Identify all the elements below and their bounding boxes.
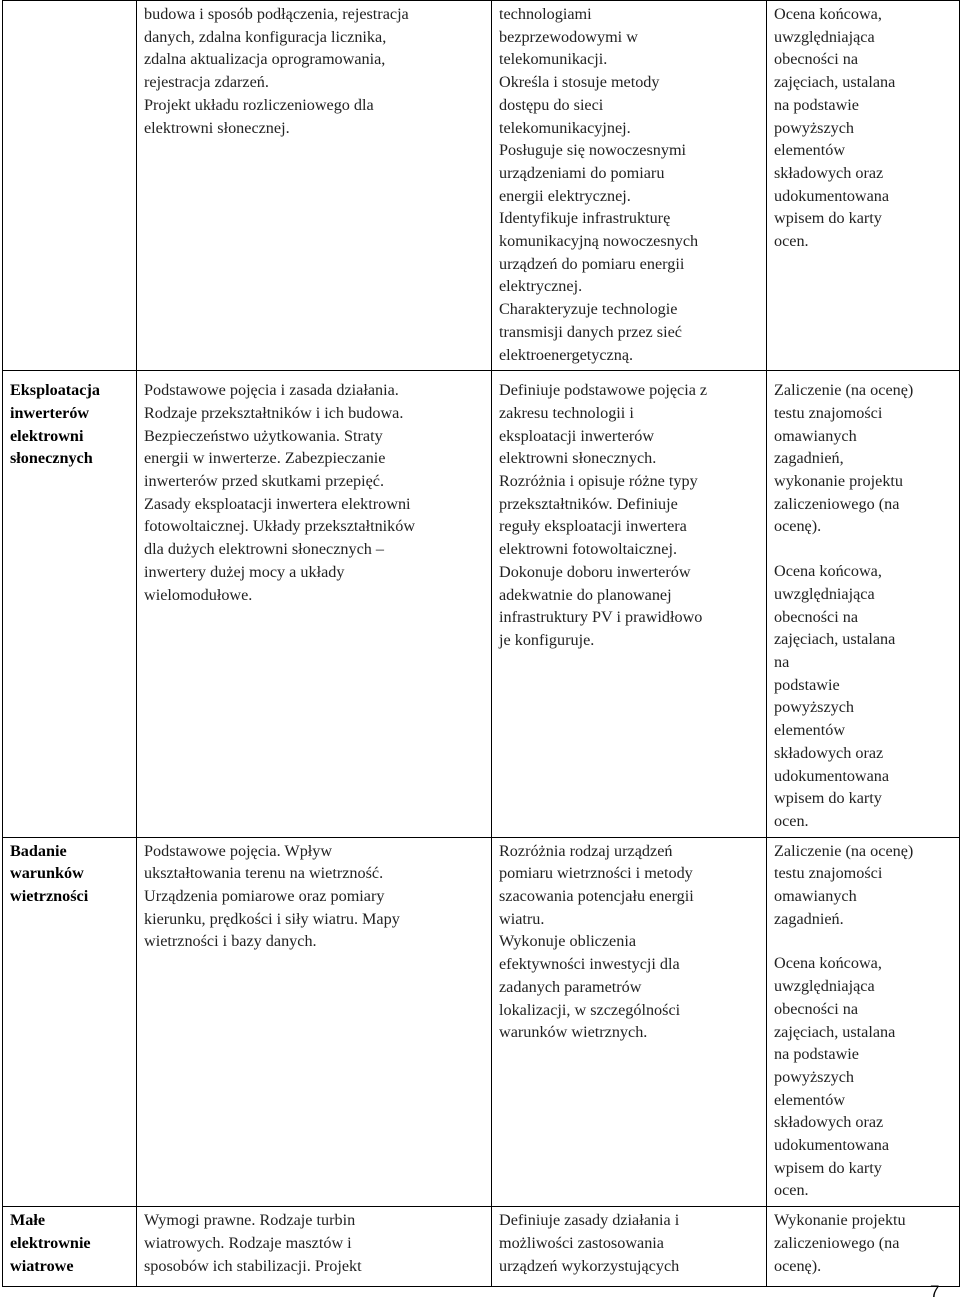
content-cell [137, 371, 492, 837]
topic-cell [3, 1207, 137, 1287]
table-row [3, 837, 960, 1207]
topic-name: Badanie warunków wietrzności [10, 841, 89, 906]
assessment-cell [767, 837, 960, 1207]
page-number: 7 [930, 1282, 940, 1301]
assessment-text: Ocena końcowa, uwzględniająca obecności na zajęciach, ustalana na podstawie powyższych elementów składowych oraz udokumentowana wpisem do karty ocen. [774, 5, 896, 251]
assessment-cell [767, 371, 960, 837]
content-cell [137, 837, 492, 1207]
content-text: Podstawowe pojęcia. Wpływ ukształtowania terenu na wietrzność. Urządzenia pomiarowe oraz pomiary kierunku, prędkości i siły wiatru. Mapy wietrzności i bazy danych. [144, 841, 400, 951]
course-syllabus-table [2, 0, 960, 1287]
topic-name: Eksploatacja inwerterów elektrowni słonecznych [10, 381, 100, 468]
final-grade-text: Ocena końcowa, uwzględniająca obecności na zajęciach, ustalana na podstawie powyższych elementów składowych oraz udokumentowana wpisem do karty ocen. [774, 954, 896, 1200]
table-row [3, 1, 960, 371]
assessment-text: Zaliczenie (na ocenę) testu znajomości omawianych zagadnień. [774, 841, 914, 928]
topic-cell [3, 837, 137, 1207]
outcomes-cell [492, 837, 767, 1207]
table-row [3, 1207, 960, 1287]
outcomes-cell [492, 1, 767, 371]
content-cell [137, 1207, 492, 1287]
assessment-cell [767, 1207, 960, 1287]
content-text: Podstawowe pojęcia i zasada działania. Rodzaje przekształtników i ich budowa. Bezpieczeństwo użytkowania. Straty energii w inwerterze. Zabezpieczanie inwerterów przed skutkami przepięć. Zasady eksploatacji inwertera elektrowni fotowoltaicznej. Układy przekształtników dla dużych elektrowni słonecznych – inwertery dużej mocy a układy wielomodułowe. [144, 381, 416, 604]
outcomes-text: Definiuje zasady działania i możliwości zastosowania urządzeń wykorzystujących [499, 1211, 680, 1275]
assessment-text: Wykonanie projektu zaliczeniowego (na ocenę). [774, 1211, 906, 1275]
assessment-cell [767, 1, 960, 371]
topic-cell [3, 371, 137, 837]
outcomes-text: Rozróżnia rodzaj urządzeń pomiaru wietrzności i metody szacowania potencjału energii wiatru. Wykonuje obliczenia efektywności inwestycji dla zadanych parametrów lokalizacji, w szczególności warunków wietrznych. [499, 841, 694, 1042]
content-text: Wymogi prawne. Rodzaje turbin wiatrowych. Rodzaje masztów i sposobów ich stabilizacji. Projekt [144, 1211, 362, 1275]
table-row [3, 371, 960, 837]
outcomes-text: technologiami bezprzewodowymi w telekomunikacji. Określa i stosuje metody dostępu do sieci telekomunikacyjnej. Posługuje się nowoczesnymi urządzeniami do pomiaru energii elektrycznej. Identyfikuje infrastrukturę komunikacyjną nowoczesnych urządzeń do pomiaru energii elektrycznej. Charakteryzuje technologie transmisji danych przez sieć elektroenergetyczną. [499, 5, 699, 364]
outcomes-cell [492, 371, 767, 837]
content-cell [137, 1, 492, 371]
assessment-text: Zaliczenie (na ocenę) testu znajomości omawianych zagadnień, wykonanie projektu zaliczeniowego (na ocenę). [774, 381, 914, 536]
content-text: budowa i sposób podłączenia, rejestracja danych, zdalna konfiguracja licznika, zdalna aktualizacja oprogramowania, rejestracja zdarzeń. Projekt układu rozliczeniowego dla elektrowni słonecznej. [144, 5, 409, 137]
final-grade-text: Ocena końcowa, uwzględniająca obecności na zajęciach, ustalana na podstawie powyższych elementów składowych oraz udokumentowana wpisem do karty ocen. [774, 562, 896, 830]
topic-cell [3, 1, 137, 371]
topic-name: Małe elektrownie wiatrowe [10, 1211, 91, 1275]
outcomes-text: Definiuje podstawowe pojęcia z zakresu technologii i eksploatacji inwerterów elektrowni słonecznych. Rozróżnia i opisuje różne typy przekształtników. Definiuje reguły eksploatacji inwertera elektrowni fotowoltaicznej. Dokonuje doboru inwerterów adekwatnie do planowanej infrastruktury PV i prawidłowo je konfiguruje. [499, 381, 708, 649]
outcomes-cell [492, 1207, 767, 1287]
